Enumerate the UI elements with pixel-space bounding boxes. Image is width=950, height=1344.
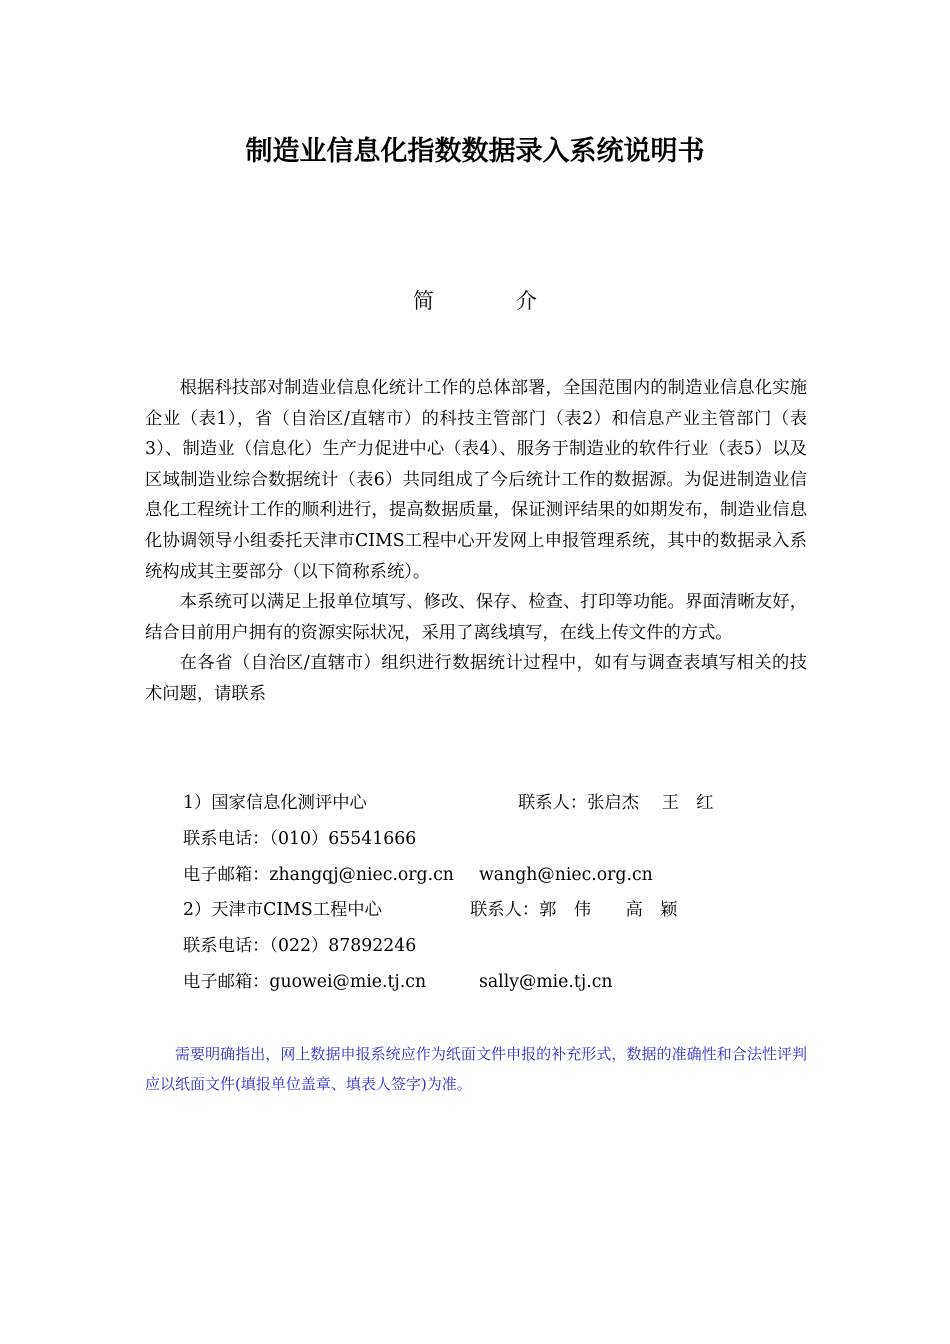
contact-2-email-2: sally@mie.tj.cn	[479, 972, 613, 992]
contact-1-org-line	[183, 791, 714, 815]
intro-body	[145, 373, 807, 710]
paragraph-contact-intro: 在各省（自治区/直辖市）组织进行数据统计过程中，如有与调查表填写相关的技术问题，请联系	[145, 653, 807, 704]
contact-2-email-1: 电子邮箱：guowei@mie.tj.cn	[183, 972, 427, 992]
contact-1-email-line	[183, 863, 653, 887]
paragraph-overview: 根据科技部对制造业信息化统计工作的总体部署，全国范围内的制造业信息化实施企业（表1），省（自治区/直辖市）的科技主管部门（表2）和信息产业主管部门（表3）、制造业（信息化）生产力促进中心（表4）、服务于制造业的软件行业（表5）以及区域制造业综合数据统计（表6）共同组成了今后统计工作的数据源。为促进制造业信息化工程统计工作的顺利进行，提高数据质量，保证测评结果的如期发布，制造业信息化协调领导小组委托天津市CIMS工程中心开发网上申报管理系统，其中的数据录入系统构成其主要部分（以下简称系统）。	[145, 378, 807, 582]
contact-2-phone: 联系电话：（022）87892246	[183, 936, 417, 956]
contact-2-email-line	[183, 970, 613, 994]
section-heading-left-char: 简	[413, 289, 434, 313]
contact-2-org: 2）天津市CIMS工程中心	[183, 900, 382, 920]
contact-1-persons: 联系人：张启杰 王 红	[518, 793, 714, 813]
contact-1-email-2: wangh@niec.org.cn	[479, 865, 653, 885]
contact-2-org-line	[183, 898, 678, 922]
contact-2-persons: 联系人：郭 伟 高 颖	[470, 900, 678, 920]
document-title: 制造业信息化指数数据录入系统说明书	[245, 136, 705, 167]
contact-1-phone: 联系电话：（010）65541666	[183, 829, 417, 849]
contact-1-email-1: 电子邮箱：zhangqj@niec.org.cn	[183, 865, 454, 885]
paragraph-features: 本系统可以满足上报单位填写、修改、保存、检查、打印等功能。界面清晰友好，结合目前用户拥有的资源实际状况，采用了离线填写，在线上传文件的方式。	[145, 592, 807, 643]
section-heading-introduction	[0, 286, 950, 316]
section-heading-right-char: 介	[516, 289, 537, 313]
contact-1-org: 1）国家信息化测评中心	[183, 793, 367, 813]
disclaimer-note: 需要明确指出，网上数据申报系统应作为纸面文件申报的补充形式，数据的准确性和合法性评判应以纸面文件(填报单位盖章、填表人签字)为准。	[145, 1045, 807, 1093]
